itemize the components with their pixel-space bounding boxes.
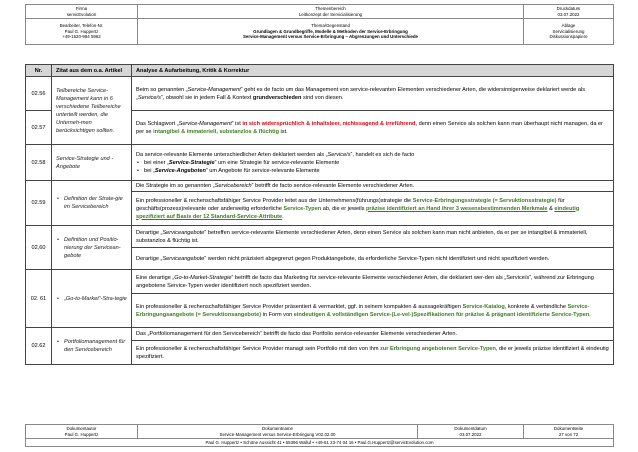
dokumentdatum-cell: Dokumentdatum 03.07.2022 xyxy=(418,425,524,439)
column-header-analyse: Analyse & Aufarbeitung, Kritik & Korrektur xyxy=(132,65,614,77)
bearbeiter-cell: Bearbeiter, Telefon-Nr. Paul G. Huppertz +49-1520-984 5962 xyxy=(26,19,138,45)
gegenstand-cell: Thema/Gegenstand Grundlagen & Grundbegriffe, Modelle & Methoden der Service-Erbringung Service-Management versus Service-Erbringung – Abgrenzungen und Unterschiede xyxy=(138,19,524,45)
row-number: 02.57 xyxy=(26,111,52,145)
document-header xyxy=(25,4,614,45)
analyse-cell: Da service-relevante Elemente unterschiedlicher Arten deklariert werden als „Service/s“, handelt es sich de facto • bei einer „Service-Strategie“ um eine Strategie für service-relevante Elemente • bei „Service-Angeboten“ um Angebote für service-relevante Elemente xyxy=(132,145,614,181)
druckdatum-cell: Druckdatum 03.07.2022 xyxy=(524,5,614,19)
zitat-cell: Service-Strategie und -Angebote xyxy=(52,145,132,181)
analyse-cell: Ein professioneller & rechenschaftsfähiger Service Provider leitet aus der Unternehmens(führungs)strategie die Service-Erbringungsstrategie (= Servuktionsstrategie) für geschäfts(prozess)relevante oder anderweitig erforderliche Service-Typen ab, die er jeweils präzise identifiziert an Hand ihrer 3 wesensbestimmenden Merkmale & eindeutig spezifiziert auf Basis der 12 Standard-Service-Attribute. xyxy=(132,192,614,226)
table-header-row xyxy=(26,65,614,77)
dokumentname-cell: Dokumentname Service-Management versus Service-Erbringung V02.02.00 xyxy=(138,425,418,439)
table-row xyxy=(26,328,614,341)
column-header-zitat: Zitat aus dem o.a. Artikel xyxy=(52,65,132,77)
analyse-cell: Derartige „Serviceangebote“ werden nicht präzisiert abgegrenzt gegen Produktangebote, da erforderliche Service-Typen nicht identifiziert und nicht spezifiziert werden. xyxy=(132,248,614,270)
analyse-cell: Das Schlagwort „Service-Management“ ist in sich widersprüchlich & inhaltsleer, nichtssagend & irreführend, denn einen Service als solchen kann man überhaupt nicht managen, da er per se intangibel & immateriell, substanzlos & flüchtig ist. xyxy=(132,111,614,145)
row-number: 02.59 xyxy=(26,181,52,226)
analyse-cell: Das „Portfoliomanagement für den Servicebereich“ betrifft de facto das Portfolio service-relevanter Elemente verschiedener Arten. xyxy=(132,328,614,341)
row-number: 02,60 xyxy=(26,226,52,270)
table-row xyxy=(26,226,614,248)
analyse-cell: Die Strategie im so genannten „Servicebereich“ betrifft de facto service-relevante Elemente verschiedener Arten. xyxy=(132,181,614,192)
row-number: 02.56 xyxy=(26,77,52,111)
contact-line: Paul G. Huppertz • Schöne Aussicht 41 • 65396 Walluf • +49-61 23-74 04 16 • Paul.G.Huppertz@servicEvolution.com xyxy=(26,439,614,447)
analyse-cell: Ein professioneller & rechenschaftsfähiger Service Provider präsentiert & vermarktet, ggf. in seinem kompakten & aussagekräftigen Service-Katalog, konkrete & verbindliche Service-Erbringungsangebote (= Servuktionsangebote) in Form von eindeutigen & vollständigen Service-(Le-vel-)Spezifikationen für präzise & prägnant identifizierte Service-Typen. xyxy=(132,294,614,328)
list-item: • bei einer „Service-Strategie“ um eine Strategie für service-relevante Elemente xyxy=(136,159,609,167)
column-header-nr: Nr. xyxy=(26,65,52,77)
ablage-cell: Ablage Servicialisierung Diskussionspapiere xyxy=(524,19,614,45)
dokumentseite-cell: Dokumentseite 27 von 72 xyxy=(524,425,614,439)
firma-cell: Firma servicEvolution xyxy=(26,5,138,19)
zitat-cell: • Portfoliomanagement für den Servicebereich xyxy=(52,328,132,365)
row-number: 02.62 xyxy=(26,328,52,365)
list-item: • bei „Service-Angeboten“ um Angebote für service-relevante Elemente xyxy=(136,167,609,175)
table-row xyxy=(26,145,614,181)
row-number: 02. 61 xyxy=(26,270,52,328)
row-number: 02.58 xyxy=(26,145,52,181)
zitat-cell: • Definition der Strate-gie im Servicebereich xyxy=(52,181,132,226)
zitat-cell: Teilbereiche Service-Management kann in 6 verschiedene Teilbereiche unterteilt werden, die Unterneh-men berücksichtigen sollten. xyxy=(52,77,132,145)
analyse-cell: Ein professioneller & rechenschaftsfähiger Service Provider managt sein Portfolio mit den von ihm zur Erbringung angebotenen Service-Typen, die er jeweils präzise identifiziert & eindeutig spezifiziert. xyxy=(132,341,614,365)
zitat-cell: • Definition und Positio-nierung der Servicean-gebote xyxy=(52,226,132,270)
table-row xyxy=(26,181,614,192)
autor-cell: Dokumentautor Paul G. Huppertz xyxy=(26,425,138,439)
analyse-cell: Eine derartige „Go-to-Market-Strategie“ betrifft de facto das Marketing für service-relevante Elemente verschiedener Arten, die deklariert wer-den als „Service/s“, während zur Erbringung angebotene Service-Typen weder identifiziert noch spezifiziert werden. xyxy=(132,270,614,294)
analyse-cell: Beim so genannten „Service-Management“ geht es de facto um das Management von service-relevanten Elementen verschiedener Arten, die widersinnigerweise deklariert werde als „Service/s“, obwohl sie in jedem Fall & Kontext grundverschieden sind von diesen. xyxy=(132,77,614,111)
analyse-cell: Derartige „Serviceangebote“ betreffen service-relevante Elemente verschiedener Arten, denn einen Service als solchen kann man nicht anbieten, da er per se intangibel & immateriell, substanzlos & flüchtig ist. xyxy=(132,226,614,248)
zitat-cell: • „Go-to-Market“-Stra-tegie xyxy=(52,270,132,328)
thema-cell: Themenbereich Leitkonzept der Servicialisierung xyxy=(138,5,524,19)
table-row xyxy=(26,77,614,111)
document-footer xyxy=(25,424,614,447)
table-row xyxy=(26,270,614,294)
analysis-table xyxy=(25,64,614,365)
